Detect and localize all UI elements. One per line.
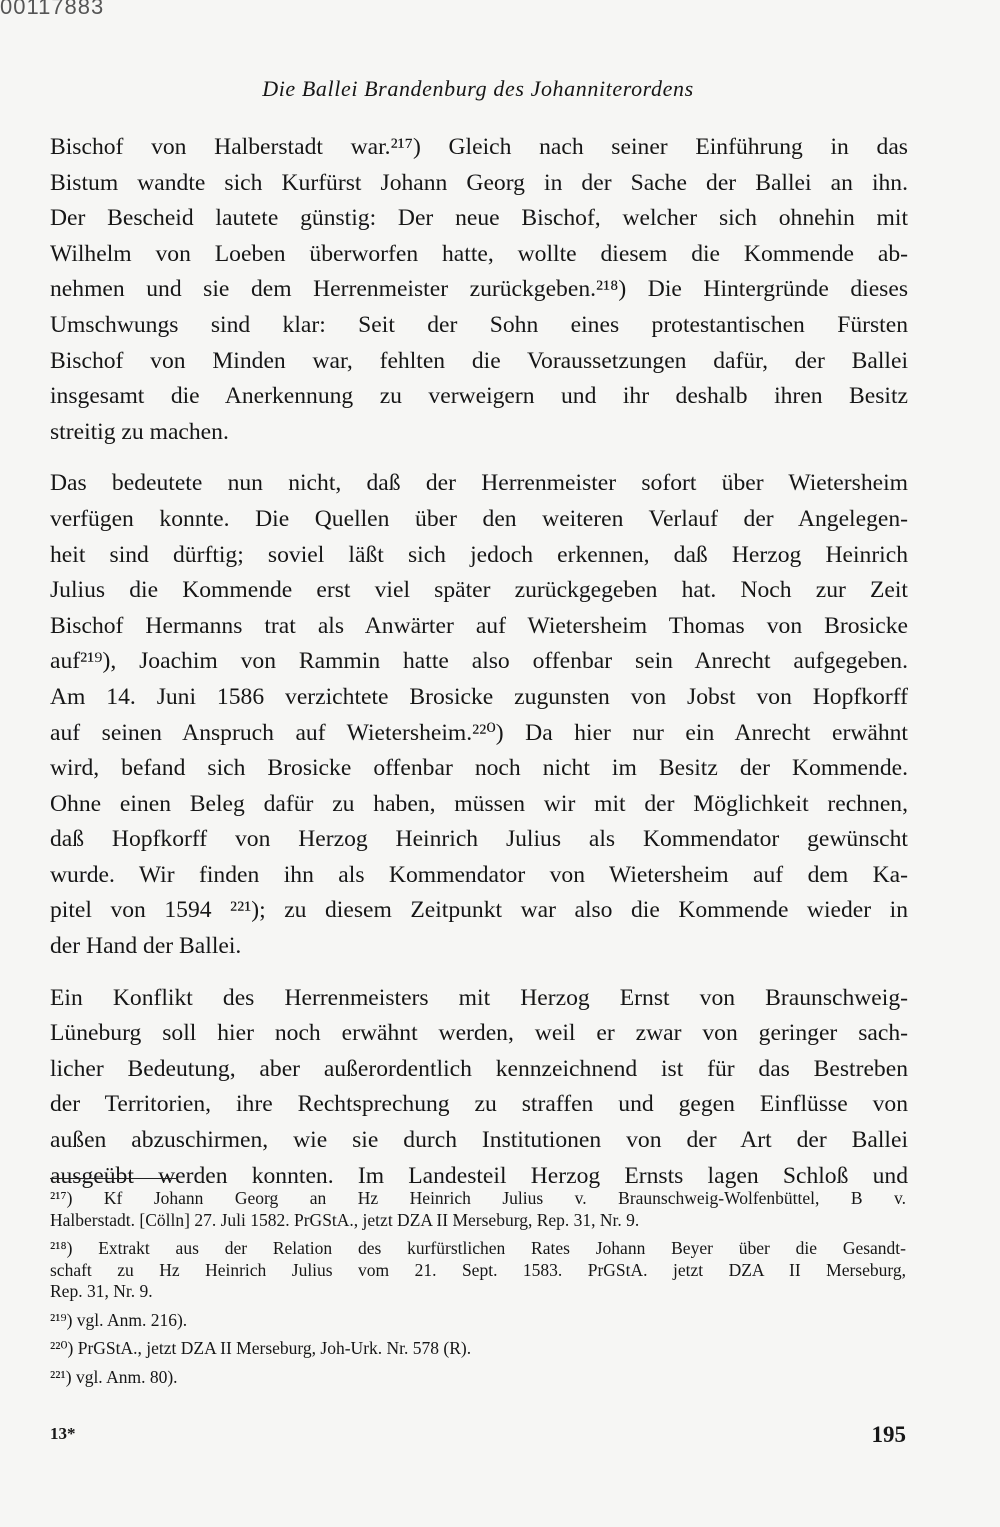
- footnote-line: Rep. 31, Nr. 9.: [50, 1281, 153, 1301]
- text-line: heit sind dürftig; soviel läßt sich jedoch erkennen, daß Herzog Heinrich: [50, 541, 908, 568]
- text-line: Lüneburg soll hier noch erwähnt werden, weil er zwar von geringer sach-: [50, 1020, 908, 1047]
- footnote-line: schaft zu Hz Heinrich Julius vom 21. Sept. 1583. PrGStA. jetzt DZA II Merseburg,: [50, 1259, 906, 1280]
- text-line: wird, befand sich Brosicke offenbar noch nicht im Besitz der Kommende.: [50, 755, 908, 782]
- text-line: daß Hopfkorff von Herzog Heinrich Julius als Kommendator gewünscht: [50, 826, 908, 853]
- text-line: auf²¹⁹), Joachim von Rammin hatte also offenbar sein Anrecht aufgegeben.: [50, 648, 908, 675]
- text-line: Bistum wandte sich Kurfürst Johann Georg in der Sache der Ballei an ihn.: [50, 169, 908, 196]
- text-line: Der Bescheid lautete günstig: Der neue Bischof, welcher sich ohnehin mit: [50, 205, 908, 232]
- signature-mark: 13*: [50, 1424, 76, 1443]
- text-line: Julius die Kommende erst viel später zurückgegeben hat. Noch zur Zeit: [50, 577, 908, 604]
- footnote-line: ²²⁰) PrGStA., jetzt DZA II Merseburg, Joh-Urk. Nr. 578 (R).: [50, 1338, 472, 1358]
- text-line: außen abzuschirmen, wie sie durch Institutionen von der Art der Ballei: [50, 1127, 908, 1154]
- footnote-line: ²¹⁸) Extrakt aus der Relation des kurfürstlichen Rates Johann Beyer über die Gesandt-: [50, 1238, 906, 1258]
- text-line: Ohne einen Beleg dafür zu haben, müssen wir mit der Möglichkeit rechnen,: [50, 790, 908, 817]
- text-line: streitig zu machen.: [50, 418, 229, 445]
- footnote-221: [50, 1367, 906, 1389]
- text-line: insgesamt die Anerkennung zu verweigern und ihr deshalb ihren Besitz: [50, 383, 908, 410]
- paragraph-1: [50, 130, 908, 450]
- page-number: 195: [871, 1422, 906, 1447]
- text-line: Umschwungs sind klar: Seit der Sohn eines protestantischen Fürsten: [50, 311, 908, 338]
- text-line: der Hand der Ballei.: [50, 933, 242, 960]
- footnote-220: [50, 1338, 906, 1360]
- text-line: pitel von 1594 ²²¹); zu diesem Zeitpunkt war also die Kommende wieder in: [50, 897, 908, 924]
- text-line: Ein Konflikt des Herrenmeisters mit Herzog Ernst von Braunschweig-: [50, 984, 908, 1011]
- text-line: licher Bedeutung, aber außerordentlich kennzeichnend ist für das Bestreben: [50, 1055, 908, 1082]
- text-line: verfügen konnte. Die Quellen über den weiteren Verlauf der Angelegen-: [50, 505, 908, 532]
- archive-id: 00117883: [0, 0, 105, 19]
- footnote-line: ²¹⁹) vgl. Anm. 216).: [50, 1309, 188, 1330]
- text-line: auf seinen Anspruch auf Wietersheim.²²⁰) Da hier nur ein Anrecht erwähnt: [50, 719, 908, 746]
- footnote-divider: [50, 1178, 176, 1179]
- running-head: Die Ballei Brandenburg des Johanniterordens: [262, 76, 694, 101]
- footnote-217: [50, 1188, 906, 1231]
- footnotes: [50, 1188, 906, 1395]
- footnote-219: [50, 1310, 906, 1332]
- text-line: Das bedeutete nun nicht, daß der Herrenmeister sofort über Wietersheim: [50, 470, 908, 497]
- text-line: ausgeübt werden konnten. Im Landesteil Herzog Ernsts lagen Schloß und: [50, 1162, 908, 1189]
- text-line: wurde. Wir finden ihn als Kommendator von Wietersheim auf dem Ka-: [50, 861, 908, 888]
- footnote-line: ²¹⁷) Kf Johann Georg an Hz Heinrich Julius v. Braunschweig-Wolfenbüttel, B v.: [50, 1188, 906, 1208]
- text-line: Bischof Hermanns trat als Anwärter auf Wietersheim Thomas von Brosicke: [50, 612, 908, 639]
- text-line: Am 14. Juni 1586 verzichtete Brosicke zugunsten von Jobst von Hopfkorff: [50, 683, 908, 710]
- footnote-line: Halberstadt. [Cölln] 27. Juli 1582. PrGStA., jetzt DZA II Merseburg, Rep. 31, Nr. 9.: [50, 1209, 640, 1230]
- text-line: der Territorien, ihre Rechtsprechung zu straffen und gegen Einflüsse von: [50, 1091, 908, 1118]
- paragraph-2: [50, 466, 908, 964]
- footnote-line: ²²¹) vgl. Anm. 80).: [50, 1366, 178, 1387]
- text-line: Bischof von Minden war, fehlten die Voraussetzungen dafür, der Ballei: [50, 347, 908, 374]
- body-text: [50, 130, 908, 1194]
- footnote-218: [50, 1238, 906, 1303]
- text-line: Wilhelm von Loeben überworfen hatte, wollte diesem die Kommende ab-: [50, 240, 908, 267]
- text-line: Bischof von Halberstadt war.²¹⁷) Gleich nach seiner Einführung in das: [50, 134, 908, 160]
- paragraph-3: [50, 981, 908, 1195]
- text-line: nehmen und sie dem Herrenmeister zurückgeben.²¹⁸) Die Hintergründe dieses: [50, 276, 908, 303]
